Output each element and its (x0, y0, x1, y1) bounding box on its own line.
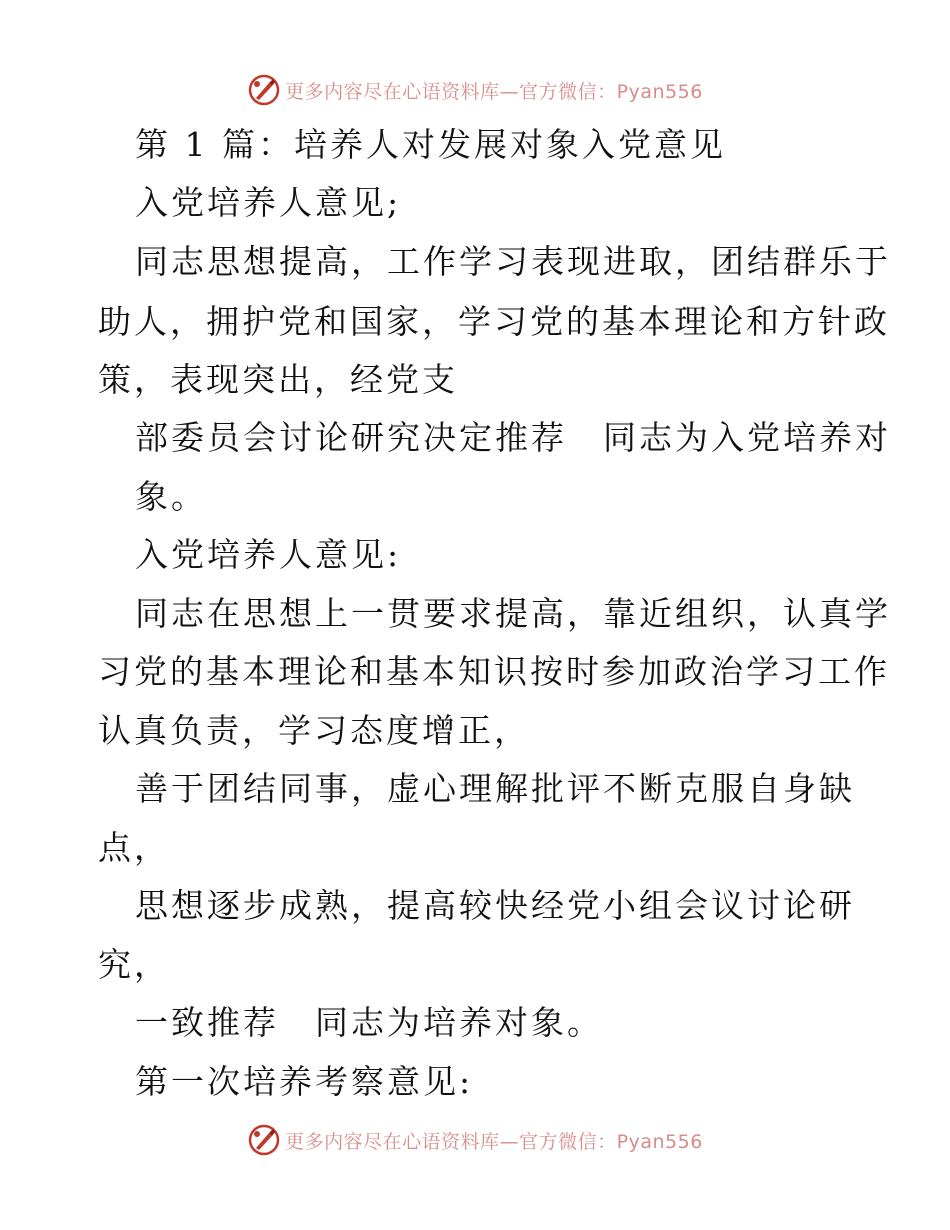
section-heading: 入党培养人意见; (135, 183, 402, 222)
quill-pen-logo-icon (247, 1123, 281, 1157)
paragraph-line: 同志在思想上一贯要求提高，靠近组织，认真学 (135, 594, 891, 633)
watermark-text: 更多内容尽在心语资料库—官方微信：Pyan556 (285, 80, 703, 103)
watermark-text: 更多内容尽在心语资料库—官方微信：Pyan556 (285, 1130, 703, 1153)
paragraph-line: 习党的基本理论和基本知识按时参加政治学习工作 (98, 652, 890, 691)
section-heading: 入党培养人意见: (135, 535, 402, 574)
quill-pen-logo-icon (247, 73, 281, 107)
section-heading: 第一次培养考察意见: (135, 1062, 474, 1101)
paragraph-line: 认真负责，学习态度增正， (98, 711, 530, 750)
paragraph-line: 同志思想提高，工作学习表现进取，团结群乐于 (135, 242, 891, 281)
paragraph-line: 点， (98, 828, 170, 867)
document-title: 第 1 篇：培养人对发展对象入党意见 (135, 125, 726, 164)
paragraph-line: 善于团结同事，虚心理解批评不断克服自身缺 (135, 769, 855, 808)
paragraph-line: 策，表现突出，经党支 (98, 360, 458, 399)
paragraph-line: 象。 (135, 477, 207, 516)
paragraph-line: 助人，拥护党和国家，学习党的基本理论和方针政 (98, 302, 890, 341)
watermark-footer (0, 1120, 950, 1160)
watermark-header (0, 70, 950, 110)
paragraph-line: 部委员会讨论研究决定推荐 同志为入党培养对 (135, 418, 891, 457)
paragraph-line: 思想逐步成熟，提高较快经党小组会议讨论研 (135, 886, 855, 925)
paragraph-line: 究， (98, 945, 170, 984)
paragraph-line: 一致推荐 同志为培养对象。 (135, 1003, 603, 1042)
